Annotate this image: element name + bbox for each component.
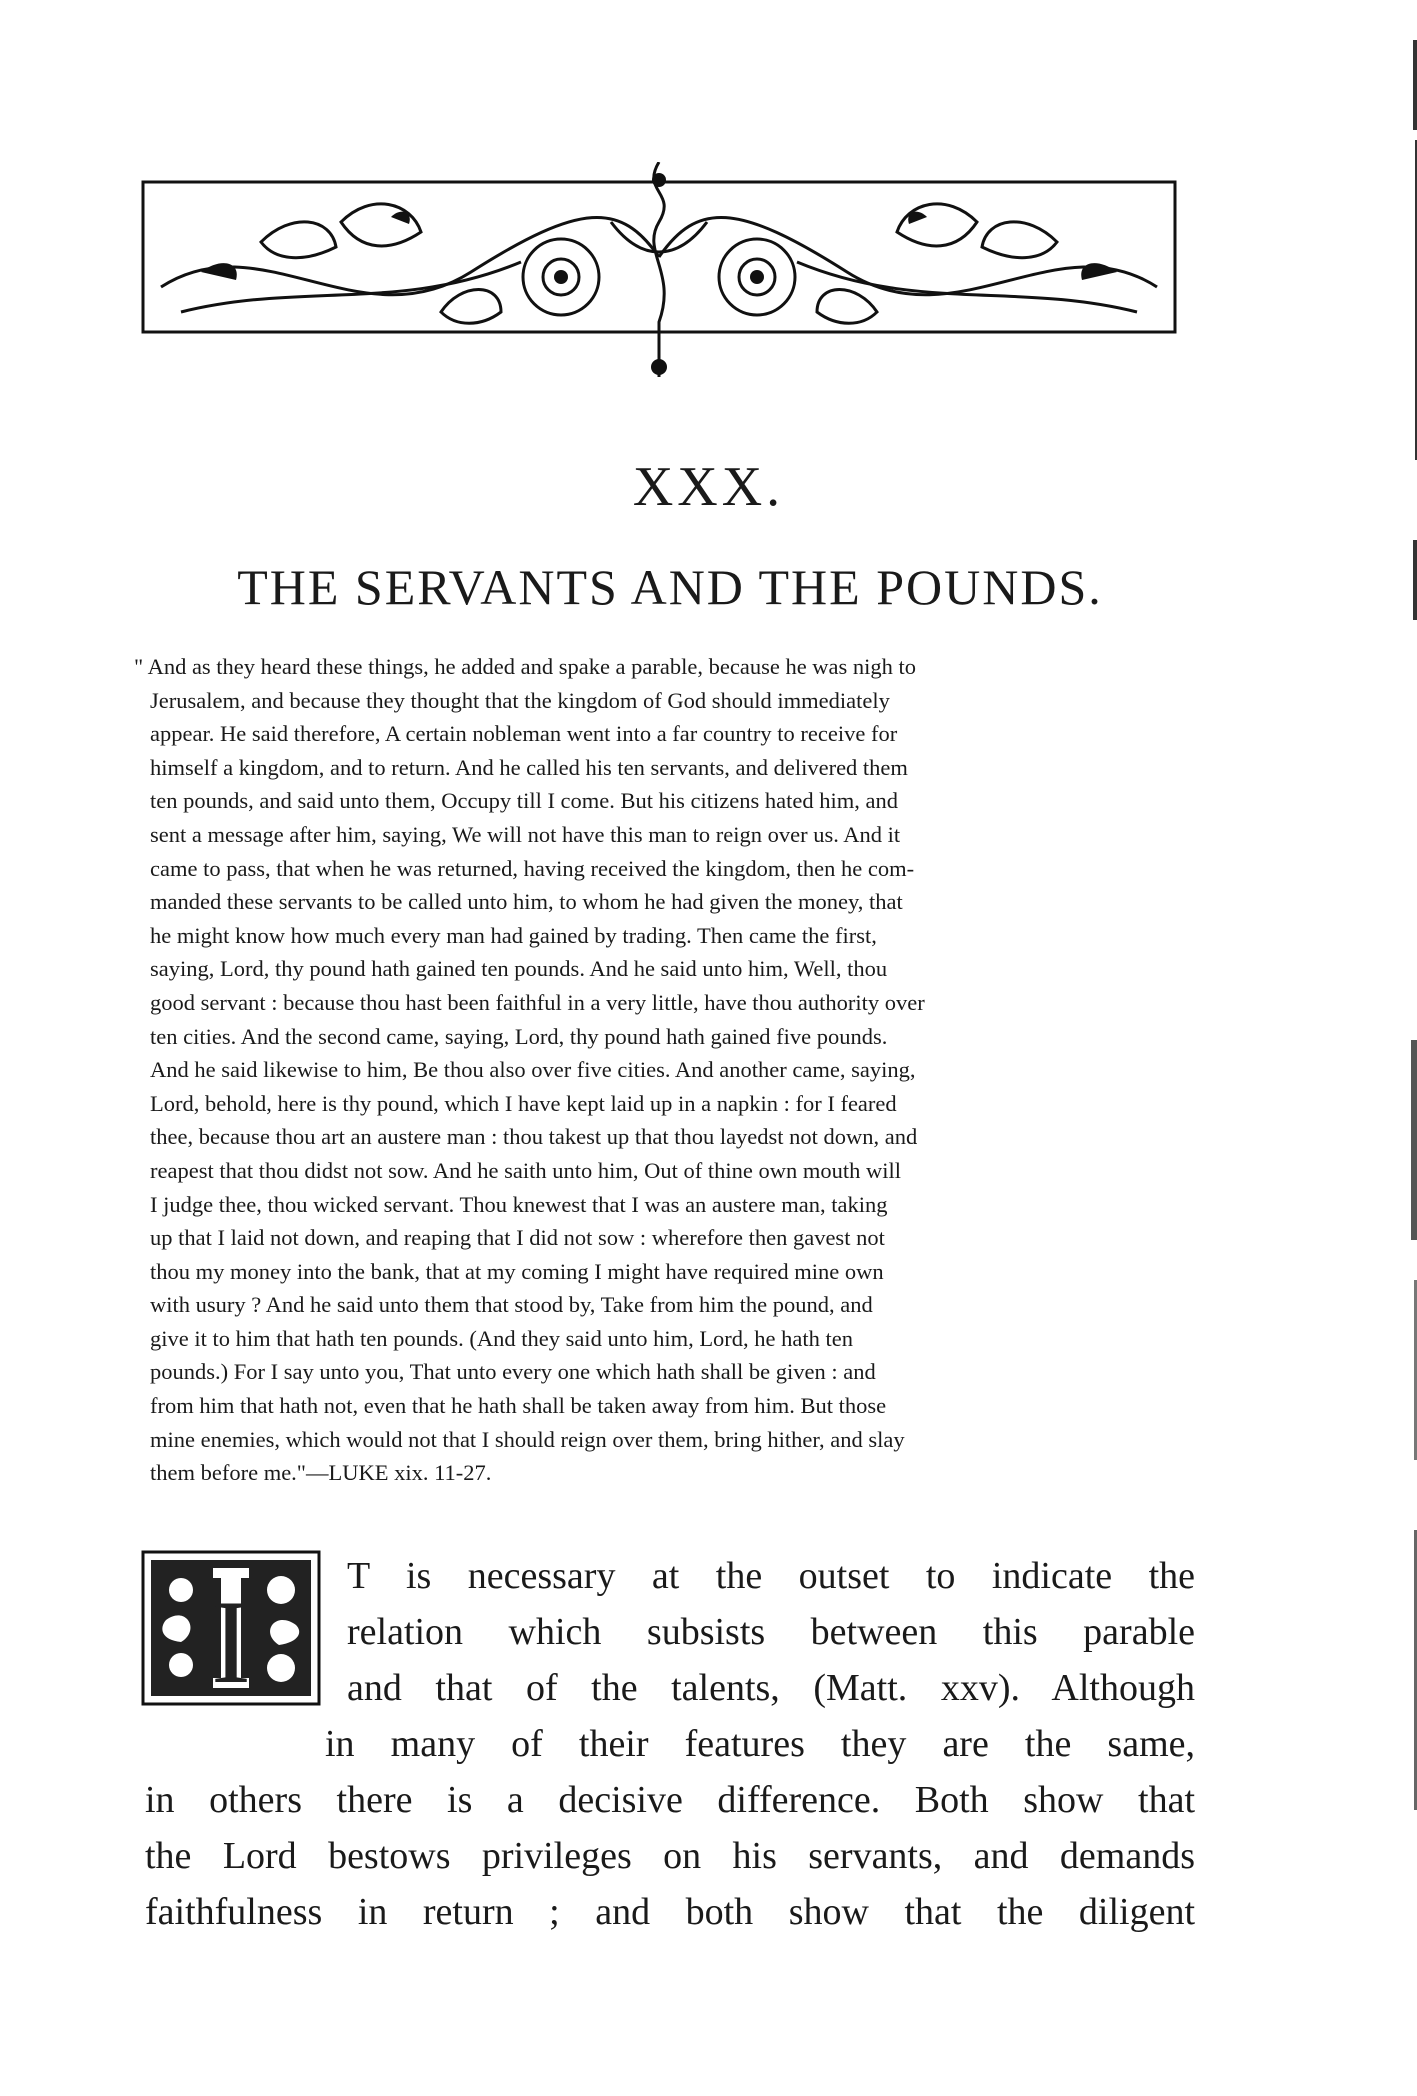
essay-line: relation which subsists between this parable	[347, 1611, 1195, 1653]
scripture-line: sent a message after him, saying, We will not have this man to reign over us. And it	[150, 821, 901, 847]
essay-line: T is necessary at the outset to indicate the	[347, 1555, 1195, 1597]
chapter-number: XXX.	[632, 456, 785, 518]
dropcap-letter: I	[211, 1575, 251, 1706]
scripture-line: up that I laid not down, and reaping that I did not sow : wherefore then gavest not	[150, 1225, 885, 1251]
scripture-line: And he said likewise to him, Be thou also over five cities. And another came, saying,	[150, 1057, 916, 1083]
scripture-line: good servant : because thou hast been faithful in a very little, have thou authority over	[150, 989, 925, 1015]
essay-line: in others there is a decisive difference. Both show that	[145, 1779, 1195, 1821]
scripture-line: give it to him that hath ten pounds. (And they said unto him, Lord, he hath ten	[150, 1325, 854, 1351]
scripture-line: Jerusalem, and because they thought that the kingdom of God should immediately	[150, 687, 890, 713]
scripture-line: from him that hath not, even that he hath shall be taken away from him. But those	[150, 1393, 887, 1419]
scripture-line: saying, Lord, thy pound hath gained ten pounds. And he said unto him, Well, thou	[150, 956, 888, 982]
scripture-line: pounds.) For I say unto you, That unto every one which hath shall be given : and	[150, 1359, 876, 1385]
essay-body	[145, 1548, 1195, 1940]
essay-line: and that of the talents, (Matt. xxv). Although	[347, 1667, 1195, 1709]
page-edge-mark	[1411, 1040, 1417, 1240]
essay-line: the Lord bestows privileges on his servants, and demands	[145, 1835, 1195, 1877]
scripture-line: I judge thee, thou wicked servant. Thou knewest that I was an austere man, taking	[150, 1191, 888, 1217]
scripture-line: thou my money into the bank, that at my coming I might have required mine own	[150, 1258, 884, 1284]
scripture-line: manded these servants to be called unto him, to whom he had given the money, that	[150, 889, 903, 915]
scripture-quotation	[134, 650, 1193, 1490]
scripture-line: Lord, behold, here is thy pound, which I have kept laid up in a napkin : for I feared	[150, 1090, 897, 1116]
scripture-line: reapest that thou didst not sow. And he saith unto him, Out of thine own mouth will	[150, 1157, 901, 1183]
scripture-line: appear. He said therefore, A certain nobleman went into a far country to receive for	[150, 721, 898, 747]
ornamental-header-banner	[141, 162, 1177, 384]
scripture-line: mine enemies, which would not that I should reign over them, bring hither, and slay	[150, 1426, 905, 1452]
scripture-line: he might know how much every man had gained by trading. Then came the first,	[150, 922, 877, 948]
page-edge-mark	[1413, 40, 1417, 130]
scripture-line: " And as they heard these things, he added and spake a parable, because he was nigh to	[134, 654, 917, 679]
scripture-line: thee, because thou art an austere man : thou takest up that thou layedst not down, and	[150, 1124, 918, 1150]
scripture-line: them before me."—LUKE xix. 11-27.	[150, 1460, 492, 1486]
scripture-line: ten cities. And the second came, saying, Lord, thy pound hath gained five pounds.	[150, 1023, 888, 1049]
scripture-line: with usury ? And he said unto them that stood by, Take from him the pound, and	[150, 1292, 873, 1318]
essay-line: faithfulness in return ; and both show that the diligent	[145, 1891, 1195, 1933]
scripture-line: himself a kingdom, and to return. And he called his ten servants, and delivered them	[150, 754, 908, 780]
essay-line: in many of their features they are the same,	[325, 1723, 1195, 1765]
scripture-line: ten pounds, and said unto them, Occupy till I come. But his citizens hated him, and	[150, 788, 898, 814]
scripture-line: came to pass, that when he was returned, having received the kingdom, then he com-	[150, 855, 915, 881]
page-edge-mark	[1413, 540, 1417, 620]
chapter-title: THE SERVANTS AND THE POUNDS.	[237, 559, 1103, 615]
